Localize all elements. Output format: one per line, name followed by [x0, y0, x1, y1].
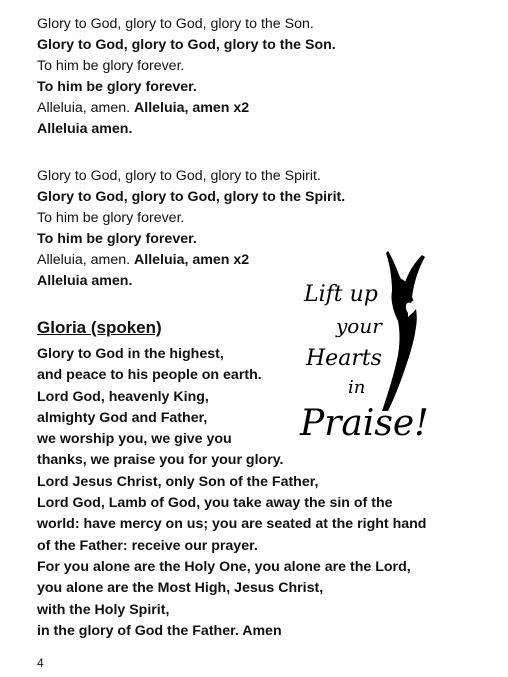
- gloria-line: thanks, we praise you for your glory.: [37, 452, 284, 469]
- alleluia-plain: Alleluia, amen.: [37, 100, 131, 116]
- gloria-line: and peace to his people on earth.: [37, 367, 262, 384]
- stanza-line: Glory to God, glory to God, glory to the Spirit.: [37, 189, 346, 205]
- alleluia-bold: Alleluia, amen x2: [134, 252, 250, 268]
- stanza-line: [37, 98, 336, 119]
- logo-text-hearts: Hearts: [306, 346, 382, 371]
- stanza-line: Glory to God, glory to God, glory to the Son.: [37, 37, 336, 53]
- stanza-line: Alleluia amen.: [37, 273, 133, 289]
- lift-up-your-hearts-logo: [296, 243, 446, 443]
- logo-text-lift-up: Lift up: [304, 282, 378, 307]
- gloria-line: almighty God and Father,: [37, 409, 208, 426]
- logo-text-in: in: [348, 377, 366, 398]
- page-number: 4: [37, 656, 44, 670]
- logo-text-your: your: [336, 314, 382, 338]
- gloria-line: Lord God, Lamb of God, you take away the sin of the: [37, 495, 393, 512]
- logo-text-praise: Praise!: [300, 403, 429, 443]
- stanza-line: Glory to God, glory to God, glory to the Son.: [37, 16, 314, 32]
- gloria-line: For you alone are the Holy One, you alone are the Lord,: [37, 558, 411, 575]
- stanza-line: To him be glory forever.: [37, 210, 185, 226]
- alleluia-plain: Alleluia, amen.: [37, 252, 131, 268]
- gloria-line: Lord God, heavenly King,: [37, 388, 209, 405]
- gloria-line: we worship you, we give you: [37, 431, 232, 448]
- gloria-title: Gloria (spoken): [37, 318, 162, 337]
- gloria-line: with the Holy Spirit,: [37, 601, 170, 618]
- stanza-son: [37, 14, 336, 140]
- stanza-line: To him be glory forever.: [37, 58, 185, 74]
- praising-figure-icon: [382, 251, 425, 411]
- stanza-line: To him be glory forever.: [37, 79, 197, 95]
- gloria-line: world: have mercy on us; you are seated at the right hand: [37, 516, 427, 533]
- gloria-line: of the Father: receive our prayer.: [37, 537, 258, 554]
- stanza-line: Glory to God, glory to God, glory to the Spirit.: [37, 168, 321, 184]
- alleluia-bold: Alleluia, amen x2: [134, 100, 250, 116]
- gloria-line: Lord Jesus Christ, only Son of the Father,: [37, 473, 319, 490]
- stanza-line: To him be glory forever.: [37, 231, 197, 247]
- stanza-line: Alleluia amen.: [37, 121, 133, 137]
- gloria-line: Glory to God in the highest,: [37, 346, 224, 362]
- gloria-line: you alone are the Most High, Jesus Christ,: [37, 580, 324, 597]
- gloria-line: in the glory of God the Father. Amen: [37, 622, 282, 639]
